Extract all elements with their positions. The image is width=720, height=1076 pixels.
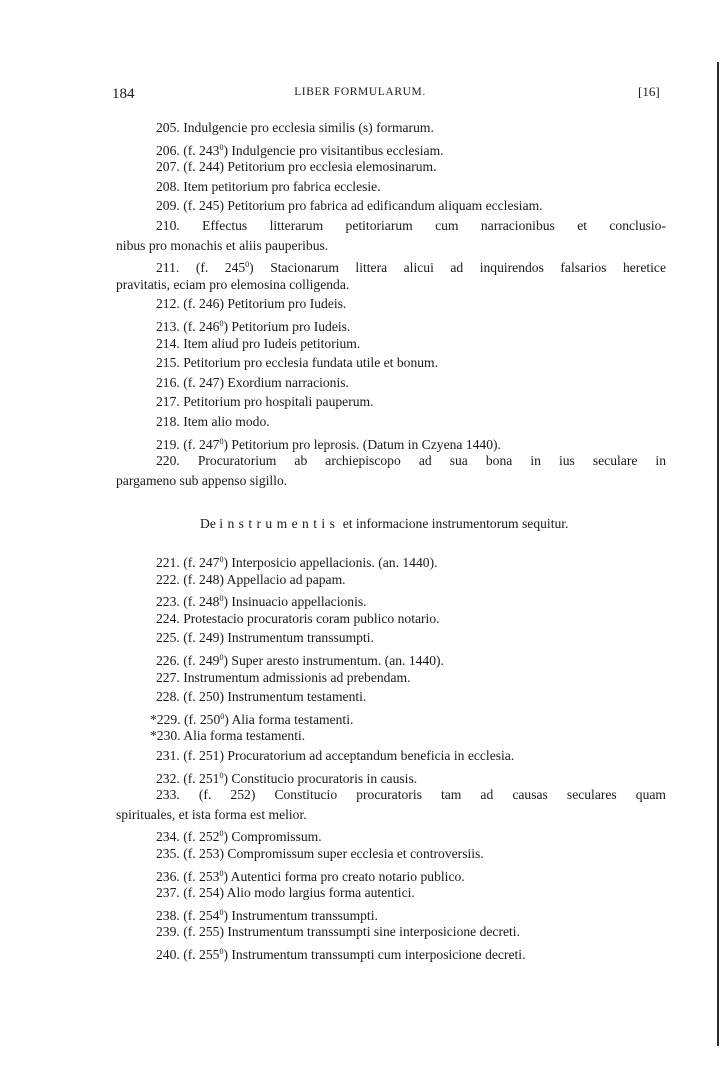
folio-open: (f. 251 (183, 770, 220, 786)
list-entry (156, 611, 666, 627)
entry-text: Autentici forma pro creato notario publico. (230, 868, 465, 884)
folio-ref (183, 159, 224, 174)
list-entry (156, 768, 666, 787)
list-entry (156, 826, 666, 845)
folio-close: ) (223, 829, 228, 845)
folio-open: (f. 245 (195, 260, 246, 276)
entry-number: 223. (156, 594, 180, 610)
entry-text: Petitorium pro hospitali pauperum. (183, 394, 374, 410)
folio-open: (f. 252) (198, 787, 256, 803)
entry-continuation: nibus pro monachis et aliis pauperibus. (116, 237, 329, 253)
folio-verso-mark: 0 (219, 436, 224, 446)
entry-text: Alio modo largius forma autentici. (226, 885, 415, 901)
folio-ref (183, 555, 228, 570)
list-entry (156, 591, 666, 610)
list-entry (156, 218, 666, 234)
folio-verso-mark: 0 (219, 907, 224, 917)
page-number: 184 (112, 86, 135, 102)
list-entry (156, 630, 666, 646)
folio-open: (f. 250) (183, 689, 224, 705)
entry-text: Petitorium pro ecclesia elemosinarum. (227, 159, 437, 175)
folio-open: (f. 247 (183, 555, 220, 570)
folio-close: ) (249, 260, 254, 276)
entry-number: 240. (156, 947, 180, 962)
folio-close: ) (223, 594, 228, 610)
entry-number: 228. (156, 689, 180, 705)
list-entry (156, 924, 666, 940)
section-heading (200, 516, 568, 532)
entry-text: Instrumentum transsumpti. (227, 630, 374, 646)
list-entry (156, 846, 666, 862)
folio-verso-mark: 0 (219, 594, 224, 604)
folio-open: (f. 247 (183, 436, 220, 452)
folio-ref (183, 924, 224, 939)
list-entry (156, 355, 666, 371)
entry-number: 235. (156, 846, 180, 861)
folio-verso-mark: 0 (219, 555, 224, 564)
entry-text: Indulgencie pro visitantibus ecclesiam. (231, 142, 444, 158)
entry-text: Indulgencie pro ecclesia similis (s) formarum. (183, 120, 434, 135)
entry-text: Stacionarum littera alicui ad inquirendos falsarios heretice (270, 260, 666, 276)
folio-ref (183, 653, 228, 668)
entry-text: Item petitorium pro fabrica ecclesie. (183, 178, 381, 194)
entry-text: Petitorium pro leprosis. (Datum in Czyena 1440). (231, 436, 501, 452)
entry-text: Instrumentum testamenti. (227, 689, 367, 705)
folio-close: ) (223, 436, 228, 452)
list-entry (156, 650, 666, 669)
entry-text: Constitucio procuratoris tam ad causas seculares quam (274, 787, 666, 803)
entry-text: Petitorium pro fabrica ad edificandum aliquam ecclesiam. (227, 198, 543, 214)
entry-text: Alia forma testamenti. (231, 711, 354, 727)
folio-ref (183, 572, 224, 587)
heading-rest: et informacione instrumentorum sequitur. (342, 516, 569, 531)
entry-number: 206. (156, 142, 180, 158)
folio-close: ) (224, 711, 229, 727)
heading-prefix: De (200, 516, 216, 531)
folio-open: (f. 253 (183, 868, 220, 884)
entry-text: Appellacio ad papam. (226, 571, 346, 587)
folio-ref (183, 198, 224, 213)
list-entry (156, 140, 666, 159)
entry-text: Compromissum super ecclesia et controversiis. (227, 846, 484, 861)
list-entry (156, 944, 666, 963)
folio-open: (f. 247) (183, 374, 224, 390)
running-title: LIBER FORMULARUM. (294, 86, 426, 98)
list-entry (156, 453, 666, 469)
entry-number: 238. (156, 907, 180, 923)
list-entry (156, 375, 666, 391)
entry-text: Effectus litterarum petitoriarum cum narracionibus et conclusio- (202, 218, 667, 233)
folio-verso-mark: 0 (219, 868, 224, 878)
folio-open: (f. 251) (183, 748, 224, 763)
list-entry (156, 336, 666, 352)
list-entry (156, 257, 666, 276)
folio-open: (f. 243 (183, 142, 220, 158)
entry-text: Petitorium pro ecclesia fundata utile et bonum. (183, 355, 439, 371)
folio-open: (f. 246) (183, 296, 224, 312)
entry-continuation: pravitatis, eciam pro elemosina colligenda. (116, 276, 350, 292)
list-entry (156, 552, 666, 571)
entry-number: 213. (156, 319, 180, 334)
folio-verso-mark: 0 (219, 770, 224, 780)
entry-number: 212. (156, 296, 180, 312)
folio-open: (f. 245) (183, 198, 224, 214)
folio-open: (f. 253) (183, 846, 224, 861)
list-entry (156, 179, 666, 195)
folio-close: ) (223, 653, 228, 668)
entry-number: *229. (150, 711, 181, 727)
entry-text: Exordium narracionis. (227, 374, 349, 390)
entry-text: Interposicio appellacionis. (an. 1440). (231, 555, 438, 570)
list-entry (156, 885, 666, 901)
list-entry (156, 905, 666, 924)
entry-text: Super aresto instrumentum. (an. 1440). (231, 653, 444, 668)
entry-text: Petitorium pro Iudeis. (231, 319, 351, 334)
list-entry (156, 748, 666, 764)
folio-close: ) (223, 947, 228, 962)
folio-open: (f. 255) (183, 924, 224, 940)
entry-continuation: pargameno sub appenso sigillo. (116, 472, 288, 488)
entry-number: 221. (156, 555, 180, 570)
entry-number: 210. (156, 218, 180, 233)
list-entry (156, 434, 666, 453)
folio-ref (196, 260, 254, 275)
entry-continuation: spirituales, et ista forma est melior. (116, 806, 307, 822)
entry-text: Petitorium pro Iudeis. (227, 296, 347, 312)
folio-open: (f. 254) (183, 885, 224, 901)
page-edge-border (717, 62, 719, 1046)
folio-open: (f. 246 (183, 319, 220, 334)
entry-text: Procuratorium ab archiepiscopo ad sua bona in ius seculare in (197, 453, 666, 469)
folio-ref (183, 748, 224, 763)
folio-open: (f. 248) (183, 571, 224, 587)
heading-spaced-word: instrumentis (219, 516, 340, 531)
folio-ref (183, 296, 224, 311)
folio-ref (183, 829, 228, 844)
entry-number: 232. (156, 770, 180, 786)
entry-text: Constitucio procuratoris in causis. (231, 770, 418, 786)
folio-open: (f. 255 (183, 947, 220, 962)
folio-verso-mark: 0 (219, 653, 224, 662)
entry-number: 205. (156, 120, 180, 135)
folio-ref (183, 846, 224, 861)
entry-number: 207. (156, 159, 180, 175)
folio-open: (f. 254 (183, 907, 220, 923)
folio-close: ) (223, 770, 228, 786)
folio-ref (183, 319, 228, 334)
list-entry (156, 296, 666, 312)
folio-ref (184, 712, 229, 727)
folio-open: (f. 248 (183, 594, 220, 610)
folio-ref (183, 143, 228, 158)
list-entry (156, 159, 666, 175)
list-entry (156, 572, 666, 588)
folio-ref (183, 771, 228, 786)
list-entry (156, 394, 666, 410)
entry-text: Item aliud pro Iudeis petitorium. (183, 335, 361, 351)
folio-verso-mark: 0 (220, 711, 225, 721)
list-entry (156, 120, 666, 136)
list-entry (156, 198, 666, 214)
folio-open: (f. 249 (183, 653, 220, 668)
entry-number: 226. (156, 653, 180, 668)
folio-ref (183, 947, 228, 962)
folio-close: ) (223, 142, 228, 158)
folio-close: ) (223, 868, 228, 884)
folio-close: ) (223, 555, 228, 570)
entry-text: Procuratorium ad acceptandum beneficia in ecclesia. (227, 748, 515, 763)
list-entry (156, 414, 666, 430)
entry-text: Instrumentum transsumpti cum interposicione decreti. (231, 947, 526, 962)
entry-text: Alia forma testamenti. (183, 728, 306, 744)
entry-number: 239. (156, 924, 180, 940)
entry-number: 227. (156, 669, 180, 685)
list-entry (156, 670, 666, 686)
folio-ref (183, 594, 228, 609)
folio-close: ) (223, 319, 228, 334)
folio-ref (183, 375, 224, 390)
folio-ref (183, 689, 224, 704)
folio-close: ) (223, 907, 228, 923)
list-entry (156, 316, 666, 335)
entry-text: Compromissum. (231, 829, 322, 845)
entry-text: Item alio modo. (183, 414, 270, 429)
folio-open: (f. 250 (184, 711, 221, 727)
folio-ref (183, 869, 228, 884)
entry-number: 208. (156, 178, 180, 194)
entry-number: 224. (156, 610, 180, 626)
folio-open: (f. 244) (183, 159, 224, 175)
folio-ref (183, 908, 228, 923)
entry-number: 236. (156, 868, 180, 884)
entry-number: 225. (156, 630, 180, 646)
entry-text: Insinuacio appellacionis. (231, 594, 367, 610)
signature-mark: [16] (638, 84, 660, 99)
folio-verso-mark: 0 (219, 947, 224, 956)
entry-number: 233. (156, 787, 180, 803)
entry-number: 234. (156, 829, 180, 845)
entry-number: *230. (150, 728, 181, 744)
entry-number: 211. (156, 260, 180, 276)
entry-number: 219. (156, 436, 180, 452)
folio-open: (f. 252 (183, 829, 220, 845)
folio-open: (f. 249) (183, 630, 224, 646)
folio-ref (199, 787, 255, 802)
entry-number: 217. (156, 394, 180, 410)
list-entry (156, 866, 666, 885)
folio-verso-mark: 0 (219, 829, 224, 839)
entry-number: 237. (156, 885, 180, 901)
entry-number: 222. (156, 571, 180, 587)
entry-text: Protestacio procuratoris coram publico notario. (183, 610, 440, 626)
list-entry (150, 728, 666, 744)
entry-number: 216. (156, 374, 180, 390)
folio-verso-mark: 0 (219, 319, 224, 328)
list-entry (156, 689, 666, 705)
entry-number: 209. (156, 198, 180, 214)
entry-number: 220. (156, 453, 180, 469)
entry-text: Instrumentum transsumpti. (231, 907, 378, 923)
folio-ref (183, 885, 224, 900)
entry-number: 218. (156, 414, 180, 429)
folio-ref (183, 437, 228, 452)
list-entry (150, 709, 666, 728)
folio-verso-mark: 0 (245, 260, 250, 270)
entry-number: 214. (156, 335, 180, 351)
list-entry (156, 787, 666, 803)
entry-text: Instrumentum admissionis ad prebendam. (183, 669, 411, 685)
entry-text: Instrumentum transsumpti sine interposicione decreti. (227, 924, 520, 940)
folio-verso-mark: 0 (219, 142, 224, 152)
entry-number: 215. (156, 355, 180, 371)
folio-ref (183, 630, 224, 645)
entry-number: 231. (156, 748, 180, 763)
